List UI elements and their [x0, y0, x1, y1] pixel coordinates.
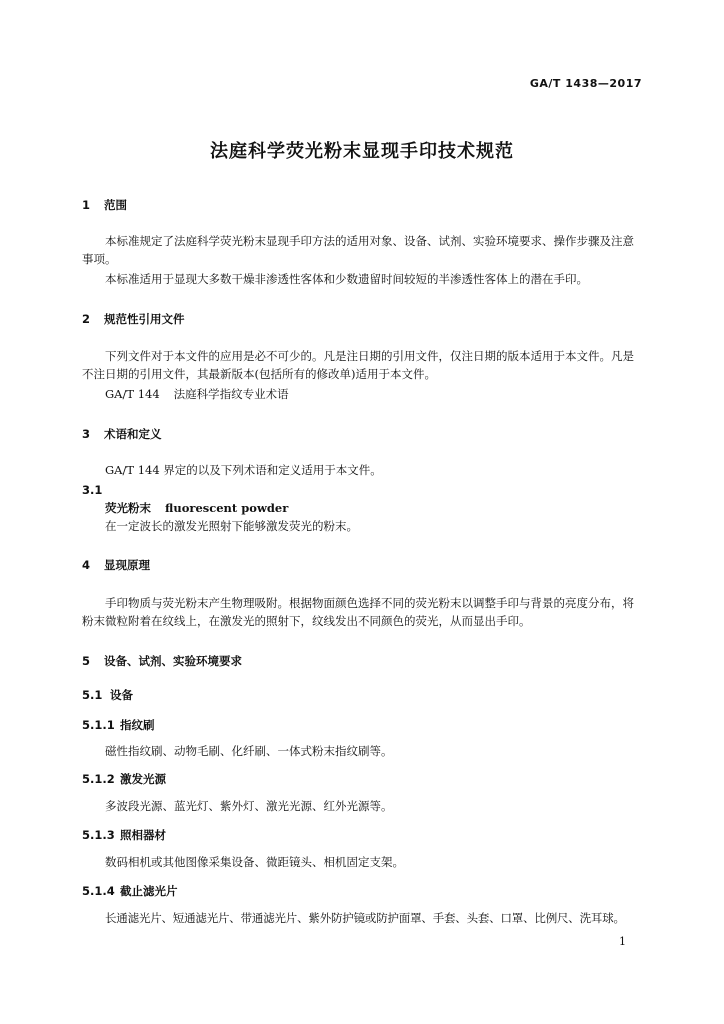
subsection-number: 5.1.3: [82, 828, 115, 842]
subsection-title: 指纹刷: [120, 718, 155, 732]
term-chinese: 荧光粉末: [105, 501, 151, 515]
section-number: 5: [82, 654, 91, 668]
section-title: 显现原理: [104, 558, 150, 572]
subsection-title: 设备: [110, 688, 133, 702]
subsection-number: 5.1.2: [82, 772, 115, 786]
subsection-title: 照相器材: [120, 828, 166, 842]
subsection-title: 激发光源: [120, 772, 166, 786]
section-1-paragraph-1: 本标准规定了法庭科学荧光粉末显现手印方法的适用对象、设备、试剂、实验环境要求、操作步骤及注意事项。: [82, 234, 634, 266]
term-english: fluorescent powder: [165, 501, 289, 515]
subsection-5-1-1-text: 磁性指纹刷、动物毛刷、化纤刷、一体式粉末指纹刷等。: [105, 744, 393, 758]
reference-code: GA/T 144: [105, 387, 160, 401]
subsection-5-1-heading: [82, 687, 133, 703]
section-2-paragraph-1: 下列文件对于本文件的应用是必不可少的。凡是注日期的引用文件，仅注日期的版本适用于本文件。凡是不注日期的引用文件，其最新版本(包括所有的修改单)适用于本文件。: [82, 349, 634, 381]
term-definition: 在一定波长的激发光照射下能够激发荧光的粉末。: [105, 519, 358, 533]
term-number: 3.1: [82, 483, 103, 497]
section-4-paragraph-1: 手印物质与荧光粉末产生物理吸附。根据物面颜色选择不同的荧光粉末以调整手印与背景的亮度分布，将粉末微粒附着在纹线上，在激发光的照射下，纹线发出不同颜色的荧光，从而显出手印。: [82, 596, 634, 628]
term-entry: [105, 499, 288, 517]
subsection-5-1-4-text: 长通滤光片、短通滤光片、带通滤光片、紫外防护镜或防护面罩、手套、头套、口罩、比例尺、洗耳球。: [105, 911, 625, 925]
section-2-heading: [82, 311, 185, 327]
section-title: 术语和定义: [104, 427, 162, 441]
subsection-title: 截止滤光片: [120, 884, 178, 898]
subsection-5-1-4-heading: [82, 883, 178, 899]
document-title: 法庭科学荧光粉末显现手印技术规范: [210, 141, 514, 162]
normative-reference: [105, 385, 289, 403]
section-number: 2: [82, 312, 91, 326]
subsection-5-1-1-heading: [82, 717, 155, 733]
section-3-paragraph-1: GA/T 144 界定的以及下列术语和定义适用于本文件。: [105, 463, 382, 477]
section-title: 规范性引用文件: [104, 312, 185, 326]
subsection-5-1-2-heading: [82, 771, 166, 787]
section-title: 设备、试剂、实验环境要求: [104, 654, 242, 668]
section-1-heading: [82, 197, 127, 213]
section-number: 1: [82, 198, 91, 212]
section-number: 4: [82, 558, 91, 572]
section-1-paragraph-2: 本标准适用于显现大多数干燥非渗透性客体和少数遗留时间较短的半渗透性客体上的潜在手印。: [105, 272, 588, 286]
section-3-heading: [82, 426, 162, 442]
section-4-heading: [82, 557, 150, 573]
reference-title: 法庭科学指纹专业术语: [173, 387, 289, 401]
subsection-5-1-3-text: 数码相机或其他图像采集设备、微距镜头、相机固定支架。: [105, 855, 404, 869]
subsection-number: 5.1.1: [82, 718, 115, 732]
subsection-number: 5.1.4: [82, 884, 115, 898]
subsection-5-1-2-text: 多波段光源、蓝光灯、紫外灯、激光光源、红外光源等。: [105, 799, 393, 813]
standard-code: GA/T 1438—2017: [529, 77, 642, 90]
section-title: 范围: [104, 198, 127, 212]
subsection-5-1-3-heading: [82, 827, 166, 843]
section-5-heading: [82, 653, 242, 669]
subsection-number: 5.1: [82, 688, 103, 702]
section-number: 3: [82, 427, 91, 441]
page-number: 1: [619, 935, 626, 948]
